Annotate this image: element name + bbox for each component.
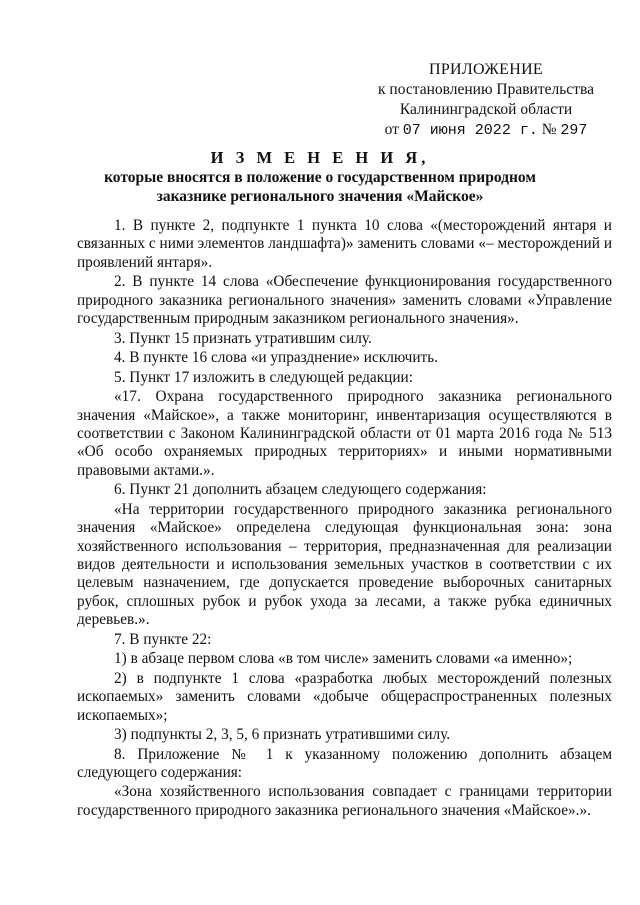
appendix-title: ПРИЛОЖЕНИЕ <box>428 61 543 78</box>
paragraph: 6. Пункт 21 дополнить абзацем следующего содержания: <box>114 481 487 499</box>
paragraph: 3) подпункты 2, 3, 5, 6 признать утратившими силу. <box>114 726 451 743</box>
heading-subtitle-2: заказнике регионального значения «Майское» <box>156 187 484 205</box>
heading-title: И З М Е Н Е Н И Я, <box>210 148 430 167</box>
paragraph: 2) в подпункте 1 слова «разработка любых месторождений полезных ископаемых» заменить словами «добыче общераспространенных полезных ископаемых»; <box>77 669 612 724</box>
number-value: 297 <box>560 122 588 139</box>
date-prefix: от <box>384 121 399 138</box>
appendix-line-2: Калининградской области <box>399 101 573 118</box>
appendix-line-1: к постановлению Правительства <box>378 81 594 98</box>
paragraph: 2. В пункте 14 слова «Обеспечение функционирования государственного природного заказника регионального значения» заменить словами «Управление государственным природным заказником регионального значения». <box>77 273 612 328</box>
date-value: 07 июня 2022 г. <box>402 122 538 139</box>
document-body <box>77 217 612 821</box>
appendix-header <box>360 60 612 141</box>
paragraph: 4. В пункте 16 слова «и упразднение» исключить. <box>114 349 439 367</box>
paragraph: «На территории государственного природного заказника регионального значения «Майское» определена следующая функциональная зона: зона хозяйственного использования – территория, предназначенная для реализации видов деятельности и использования земельных участков в соответствии с их целевым назначением, где допускается проведение выборочных санитарных рубок, сплошных рубок и рубок ухода за лесами, а также рубка единичных деревьев.». <box>77 500 612 629</box>
paragraph: 5. Пункт 17 изложить в следующей редакции: <box>114 368 413 386</box>
paragraph: «Зона хозяйственного использования совпадает с границами территории государственного природного заказника регионального значения «Майское».». <box>77 783 612 819</box>
paragraph: 8. Приложение № 1 к указанному положению дополнить абзацем следующего содержания: <box>77 745 612 781</box>
document-heading <box>60 147 580 206</box>
paragraph: 1) в абзаце первом слова «в том числе» заменить словами «а именно»; <box>114 650 573 668</box>
heading-subtitle-1: которые вносятся в положение о государственном природном <box>104 169 536 186</box>
appendix-date-line <box>360 120 612 141</box>
paragraph: 1. В пункте 2, подпункте 1 пункта 10 слова «(месторождений янтаря и связанных с ними элементов ландшафта)» заменить словами «– месторождений и проявлений янтаря». <box>77 217 612 271</box>
paragraph: «17. Охрана государственного природного заказника регионального значения «Майское», а также мониторинг, инвентаризация осуществляются в соответствии с Законом Калининградской области от 01 марта 2016 года № 513 «Об особо охраняемых природных территориях» и иными нормативными правовыми актами.». <box>77 388 612 479</box>
paragraph: 3. Пункт 15 признать утратившим силу. <box>114 329 372 347</box>
paragraph: 7. В пункте 22: <box>114 630 212 648</box>
number-sign: № <box>541 121 557 138</box>
